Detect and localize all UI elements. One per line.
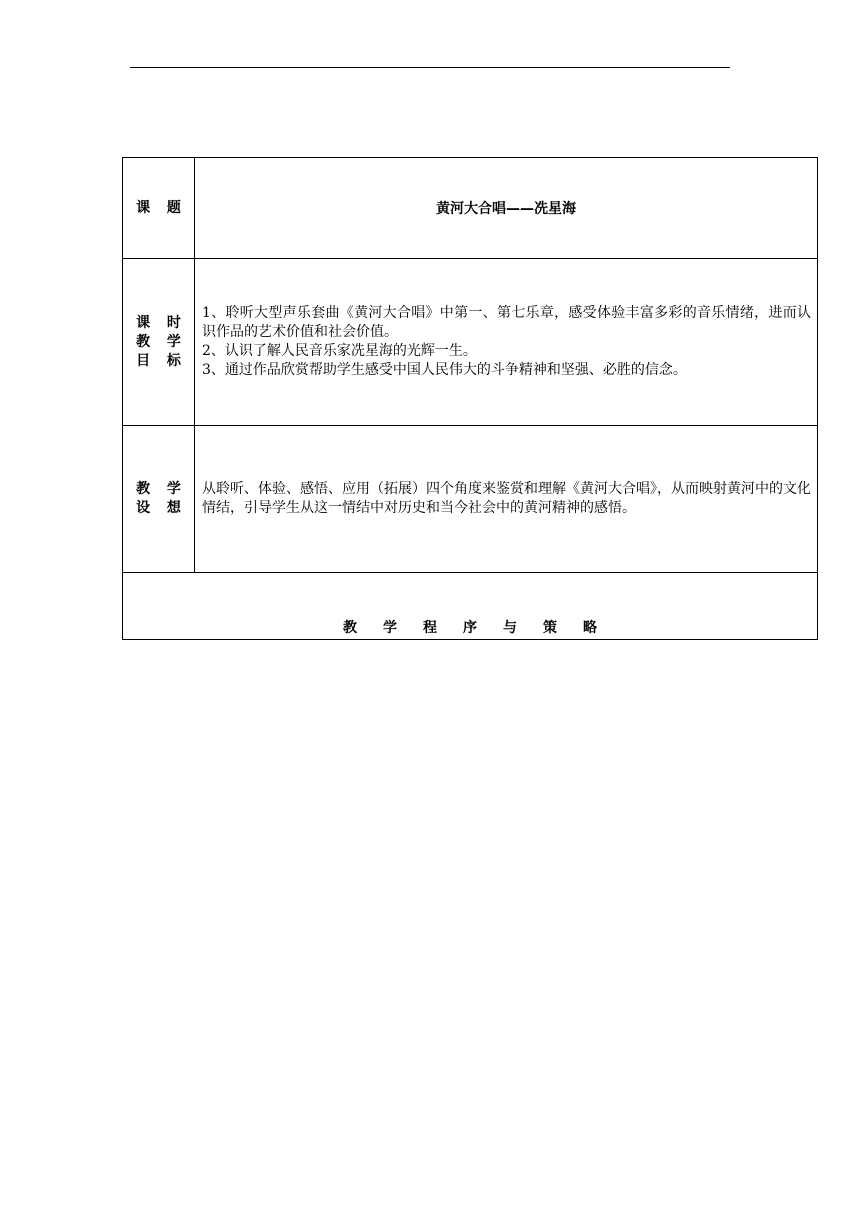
- design-content: [195, 426, 818, 573]
- program-heading-char: 与: [503, 620, 517, 636]
- topic-label: [123, 158, 195, 259]
- goal-item: 1、聆听大型声乐套曲《黄河大合唱》中第一、第七乐章，感受体验丰富多彩的音乐情绪，进而认识作品的艺术价值和社会价值。: [202, 305, 811, 340]
- design-text: 从聆听、体验、感悟、应用（拓展）四个角度来鉴赏和理解《黄河大合唱》，从而映射黄河中的文化情结，引导学生从这一情结中对历史和当今社会中的黄河精神的感悟。: [202, 481, 811, 516]
- goals-label-line: 目 标: [136, 352, 187, 369]
- header-rule: [130, 67, 730, 68]
- goals-content: [195, 259, 818, 426]
- lesson-plan-table: [122, 157, 818, 640]
- goals-label-line: 课 时: [136, 314, 187, 331]
- design-label: [123, 426, 195, 573]
- program-heading-cell: [123, 573, 818, 640]
- goals-row: [123, 259, 818, 426]
- design-label-line: 教 学: [136, 481, 187, 497]
- program-heading-char: 序: [463, 620, 477, 636]
- topic-value: 黄河大合唱——冼星海: [195, 158, 818, 259]
- program-heading-char: 策: [543, 620, 557, 636]
- program-heading-char: 教: [343, 620, 357, 636]
- topic-label-line: 课 题: [136, 199, 187, 216]
- program-heading-char: 学: [383, 620, 397, 636]
- goals-label-line: 教 学: [136, 333, 187, 350]
- program-heading-char: 程: [423, 620, 437, 636]
- goal-item: 2、认识了解人民音乐家冼星海的光辉一生。: [202, 343, 477, 359]
- design-label-line: 设 想: [136, 500, 187, 516]
- program-row: [123, 573, 818, 640]
- design-row: [123, 426, 818, 573]
- goal-item: 3、通过作品欣赏帮助学生感受中国人民伟大的斗争精神和坚强、必胜的信念。: [202, 362, 687, 378]
- program-heading: [330, 617, 610, 637]
- goals-label: [123, 259, 195, 426]
- program-heading-char: 略: [583, 620, 597, 636]
- topic-row: [123, 158, 818, 259]
